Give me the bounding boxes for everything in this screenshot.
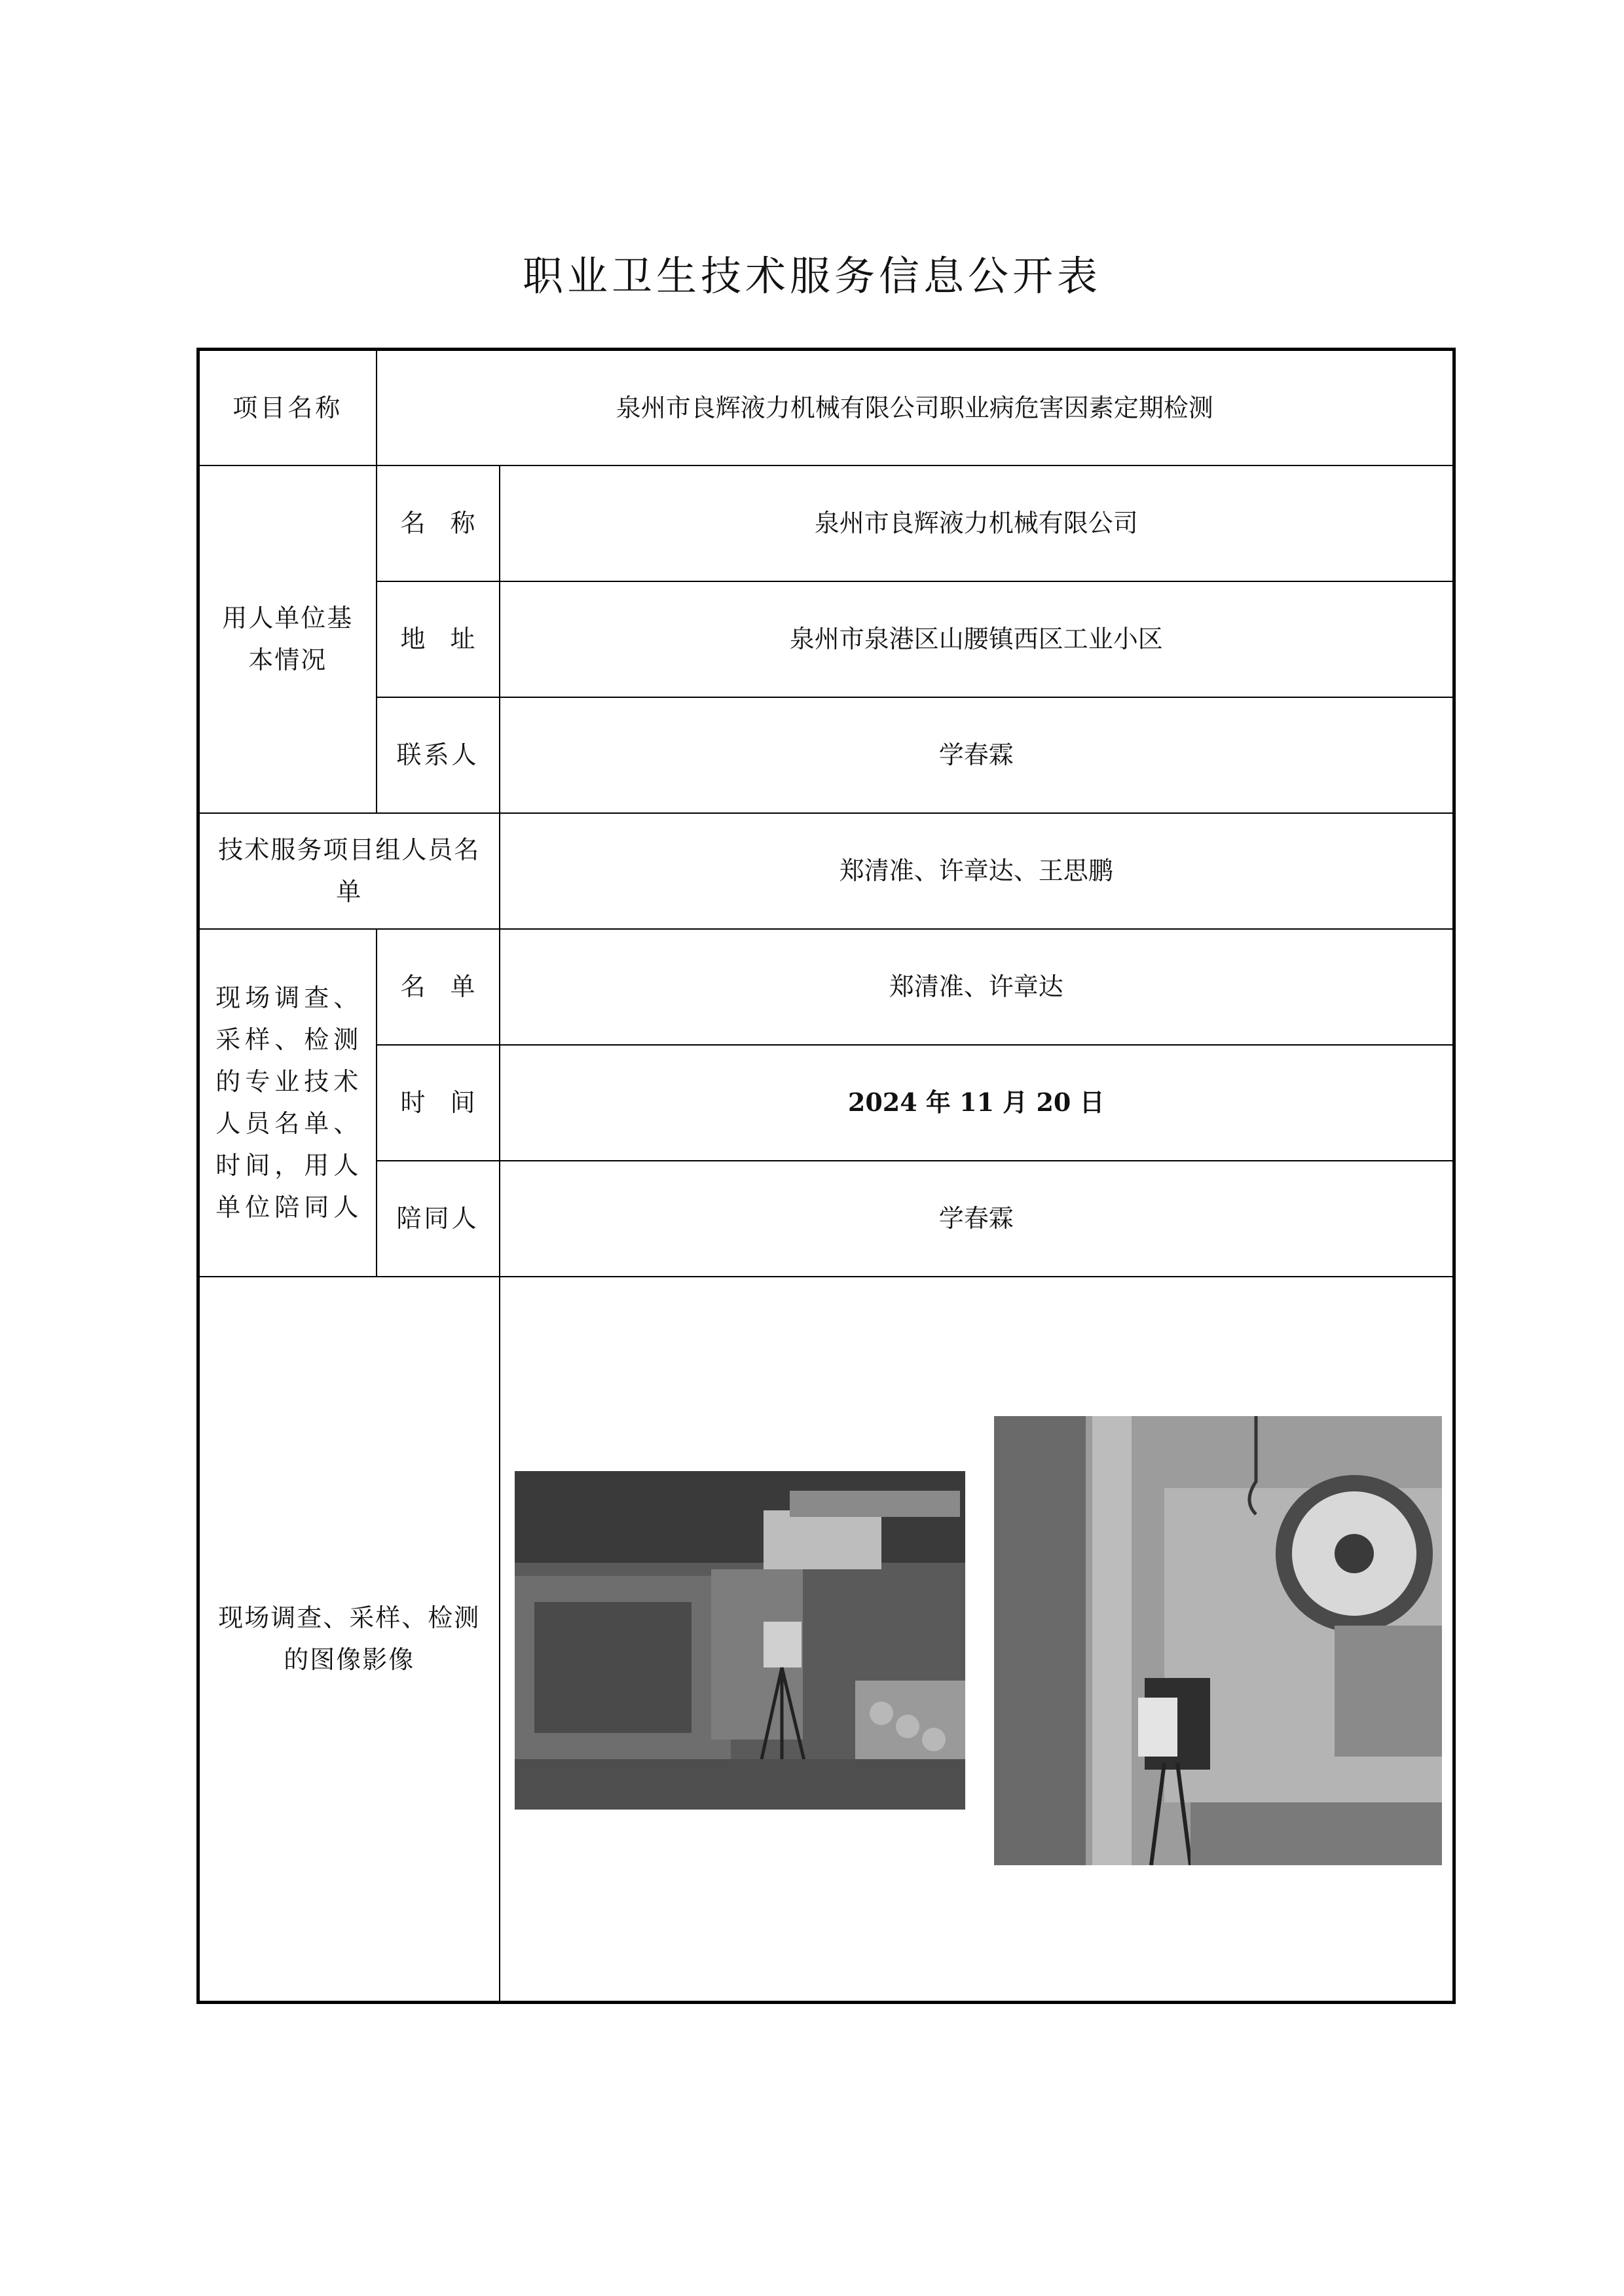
table-row: [198, 581, 1454, 697]
survey-time-value: 2024 年 11 月 20 日: [500, 1045, 1454, 1161]
employer-label: [198, 465, 377, 813]
images-label-text: 现场调查、采样、检测的图像影像: [218, 1603, 481, 1674]
factory-equipment-photo: [994, 1416, 1442, 1865]
survey-time-label: 时 间: [377, 1045, 500, 1161]
factory-equipment-photo-image: [994, 1416, 1442, 1865]
team-value: 郑清准、许章达、王思鹏: [500, 813, 1454, 929]
employer-name-value: 泉州市良辉液力机械有限公司: [500, 465, 1454, 581]
info-table: [196, 348, 1456, 2004]
survey-escort-label: 陪同人: [377, 1161, 500, 1277]
employer-address-label: 地 址: [377, 581, 500, 697]
survey-label: [198, 929, 377, 1277]
survey-list-value: 郑清准、许章达: [500, 929, 1454, 1045]
table-row: [198, 350, 1454, 465]
survey-escort-value: 学春霖: [500, 1161, 1454, 1277]
page-title: 职业卫生技术服务信息公开表: [522, 252, 1101, 300]
project-name-value: 泉州市良辉液力机械有限公司职业病危害因素定期检测: [377, 350, 1454, 465]
factory-lathe-photo: [515, 1471, 965, 1810]
employer-contact-label: 联系人: [377, 697, 500, 813]
table-row: [198, 1277, 1454, 2003]
team-label-text: 技术服务项目组人员名单: [218, 835, 481, 906]
team-label: [198, 813, 500, 929]
table-row: [198, 813, 1454, 929]
table-row: [198, 929, 1454, 1045]
table-row: [198, 697, 1454, 813]
images-cell: [500, 1277, 1454, 2003]
factory-lathe-photo-image: [515, 1471, 965, 1810]
photo-area: [500, 1277, 1453, 2001]
employer-name-label: 名 称: [377, 465, 500, 581]
employer-label-text: 用人单位基本情况: [222, 604, 354, 674]
table-row: [198, 1161, 1454, 1277]
table-row: [198, 1045, 1454, 1161]
survey-label-text: 现场调查、采样、检测的专业技术人员名单、时间，用人单位陪同人: [215, 983, 360, 1222]
table-row: [198, 465, 1454, 581]
employer-contact-value: 学春霖: [500, 697, 1454, 813]
employer-address-value: 泉州市泉港区山腰镇西区工业小区: [500, 581, 1454, 697]
images-label: [198, 1277, 500, 2003]
project-name-label: 项目名称: [198, 350, 377, 465]
survey-list-label: 名 单: [377, 929, 500, 1045]
